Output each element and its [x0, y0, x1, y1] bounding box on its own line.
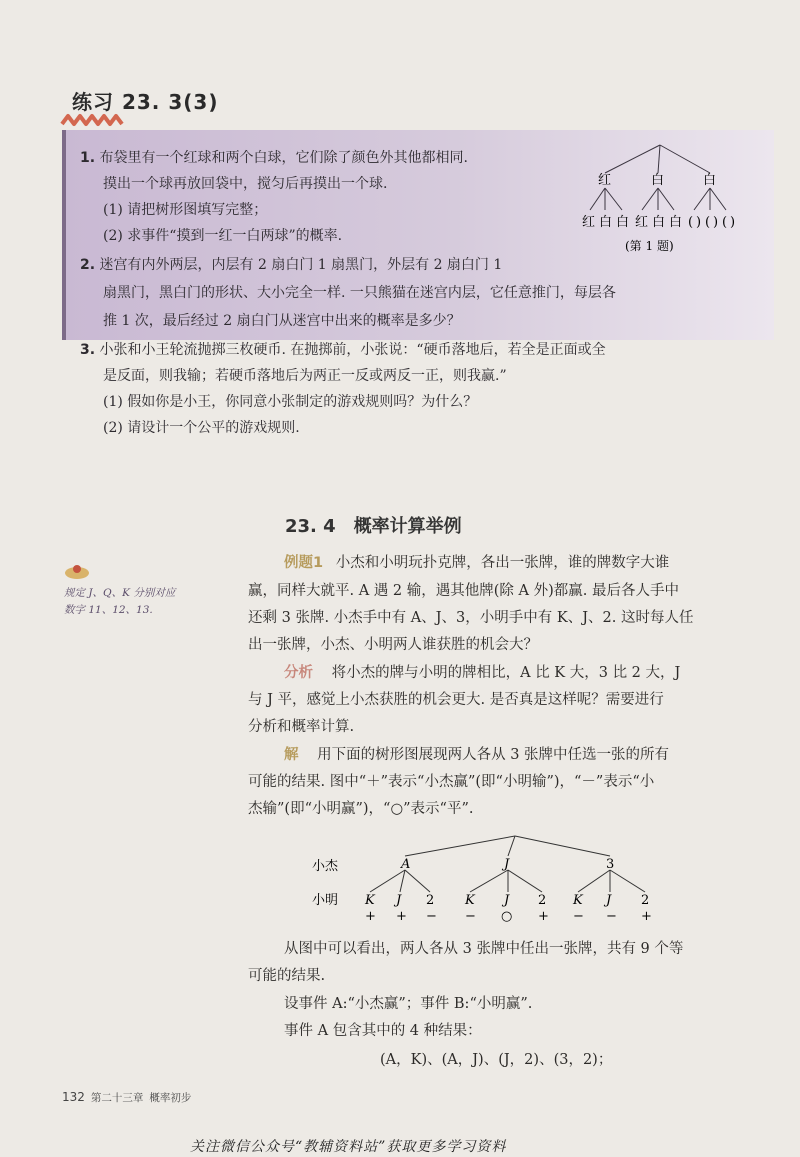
solution-line-2: 可能的结果. 图中“＋”表示“小杰赢”(即“小明输”)，“－”表示“小 — [248, 774, 655, 790]
tree1-bottom-blank-close-3: ) — [730, 215, 736, 230]
bottom-promo-note: 关注微信公众号“教辅资料站”获取更多学习资料 — [190, 1139, 507, 1155]
example-line-3: 还剩 3 张牌. 小杰手中有 A、J、3，小明手中有 K、J、2. 这时每人任 — [248, 610, 694, 626]
after-tree-line-2: 可能的结果. — [248, 968, 326, 984]
after-tree-line-1: 从图中可以看出，两人各从 3 张牌中任出一张牌，共有 9 个等 — [284, 941, 684, 957]
tree2-top-node-1: A — [401, 857, 411, 872]
side-note-line-1: 规定 J、Q、K 分别对应 — [64, 587, 176, 599]
question-1-line-1 — [80, 148, 468, 168]
section-heading — [285, 512, 462, 538]
solution-line-1 — [284, 744, 669, 766]
question-2-text: 迷宫有内外两层，内层有 2 扇白门 1 扇黑门，外层有 2 扇白门 1 — [99, 257, 503, 273]
analysis-text-1: 将小杰的牌与小明的牌相比，A 比 K 大，3 比 2 大，J — [331, 665, 681, 681]
tree2-result-3: − — [426, 909, 437, 924]
tree2-result-1: + — [365, 909, 376, 924]
question-3-text: 小张和小王轮流抛掷三枚硬币. 在抛掷前，小张说：“硬币落地后，若全是正面或全 — [99, 342, 606, 358]
tree1-top-label-3: 白 — [703, 173, 717, 188]
tree1-bottom-blank-close-2: ) — [713, 215, 719, 230]
tree2-bottom-node-7: K — [573, 893, 583, 908]
tree2-result-8: − — [606, 909, 617, 924]
tree1-bottom-label-6: 白 — [669, 215, 683, 230]
tree1-top-label-1: 红 — [598, 173, 612, 188]
tree2-bottom-node-5: J — [504, 893, 510, 908]
side-note — [64, 585, 175, 619]
example-line-2: 赢，同样大就平. A 遇 2 输，遇其他牌(除 A 外)都赢. 最后各人手中 — [248, 583, 679, 599]
footer-chapter-title: 概率初步 — [149, 1092, 192, 1104]
tree2-result-6: + — [538, 909, 549, 924]
page-number: 132 — [62, 1090, 85, 1104]
analysis-line-2: 与 J 平，感觉上小杰获胜的机会更大. 是否真是这样呢？需要进行 — [248, 692, 664, 708]
tree1-bottom-label-2: 白 — [599, 215, 613, 230]
example-text-1: 小杰和小明玩扑克牌，各出一张牌，谁的牌数字大谁 — [335, 555, 670, 571]
tree2-bottom-node-4: K — [465, 893, 475, 908]
tree1-bottom-label-1: 红 — [582, 215, 596, 230]
tree1-bottom-label-5: 白 — [652, 215, 666, 230]
tree2-bottom-node-9: 2 — [641, 893, 650, 908]
tree2-result-5: ○ — [501, 909, 513, 924]
question-1-sub-1: (1) 请把树形图填写完整； — [103, 202, 268, 218]
question-1-line-2: 摸出一个球再放回袋中，搅匀后再摸出一个球. — [103, 176, 388, 192]
question-2-number: 2. — [80, 257, 96, 273]
tree2-result-7: − — [573, 909, 584, 924]
analysis-line-1 — [284, 662, 680, 684]
question-1-text: 布袋里有一个红球和两个白球，它们除了颜色外其他都相同. — [99, 150, 468, 166]
tree1-bottom-label-4: 红 — [635, 215, 649, 230]
tree1-bottom-label-3: 白 — [616, 215, 630, 230]
card-tree-diagram — [310, 832, 670, 924]
events-line: 设事件 A:“小杰赢”；事件 B:“小明赢”. — [284, 996, 533, 1012]
tree2-bottom-node-2: J — [396, 893, 402, 908]
tree1-caption: (第 1 题) — [625, 239, 674, 253]
tree2-result-9: + — [641, 909, 652, 924]
exercise-1-tree-diagram — [580, 140, 770, 260]
tree2-bottom-node-1: K — [365, 893, 375, 908]
tree2-top-node-2: J — [504, 857, 510, 872]
tree1-bottom-blank-open-1: ( — [688, 215, 694, 230]
exercise-title: 练习 23. 3(3) — [72, 90, 219, 114]
analysis-label: 分析 — [284, 665, 313, 681]
question-3-number: 3. — [80, 342, 96, 358]
question-3-sub-2: (2) 请设计一个公平的游戏规则. — [103, 420, 300, 436]
tree2-bottom-node-8: J — [606, 893, 612, 908]
question-3-line-1 — [80, 340, 606, 360]
question-1-number: 1. — [80, 150, 96, 166]
solution-text-1: 用下面的树形图展现两人各从 3 张牌中任选一张的所有 — [317, 747, 670, 763]
tree2-result-4: − — [465, 909, 476, 924]
question-3-sub-1: (1) 假如你是小王，你同意小张制定的游戏规则吗？为什么？ — [103, 394, 478, 410]
event-a-line: 事件 A 包含其中的 4 种结果： — [284, 1023, 482, 1039]
solution-line-3: 杰输”(即“小明赢”)，“○”表示“平”. — [248, 801, 474, 817]
question-2-line-1 — [80, 255, 502, 275]
example-line-4: 出一张牌，小杰、小明两人谁获胜的机会大？ — [248, 637, 538, 653]
tree1-bottom-blank-open-3: ( — [722, 215, 728, 230]
decorative-zigzag-icon — [60, 110, 130, 128]
note-pin-icon — [62, 561, 92, 581]
tree2-row1-label: 小杰 — [312, 859, 339, 874]
example-label: 例题1 — [284, 555, 324, 571]
tree2-top-node-3: 3 — [606, 857, 615, 872]
solution-label: 解 — [284, 747, 299, 763]
section-title: 概率计算举例 — [353, 516, 462, 537]
question-1-sub-2: (2) 求事件“摸到一红一白两球”的概率. — [103, 228, 343, 244]
example-line-1 — [284, 552, 669, 574]
section-number: 23. 4 — [285, 516, 336, 537]
analysis-line-3: 分析和概率计算. — [248, 719, 355, 735]
tree2-bottom-node-6: 2 — [538, 893, 547, 908]
tree1-top-label-2: 白 — [651, 173, 665, 188]
question-2-line-3: 推 1 次，最后经过 2 扇白门从迷宫中出来的概率是多少？ — [103, 313, 461, 329]
tree2-result-2: + — [396, 909, 407, 924]
footer-chapter: 第二十三章 — [90, 1092, 144, 1104]
question-2-line-2: 扇黑门，黑白门的形状、大小完全一样. 一只熊猫在迷宫内层，它任意推门，每层各 — [103, 285, 616, 301]
tree1-bottom-blank-close-1: ) — [696, 215, 702, 230]
question-3-line-2: 是反面，则我输；若硬币落地后为两正一反或两反一正，则我赢.” — [103, 368, 507, 384]
page-footer — [62, 1090, 191, 1105]
tree2-row2-label: 小明 — [312, 893, 339, 908]
tree1-bottom-blank-open-2: ( — [705, 215, 711, 230]
side-note-line-2: 数字 11、12、13. — [64, 604, 153, 616]
outcomes-line: (A，K)、(A，J)、(J，2)、(3，2)； — [380, 1052, 613, 1068]
tree2-bottom-node-3: 2 — [426, 893, 435, 908]
